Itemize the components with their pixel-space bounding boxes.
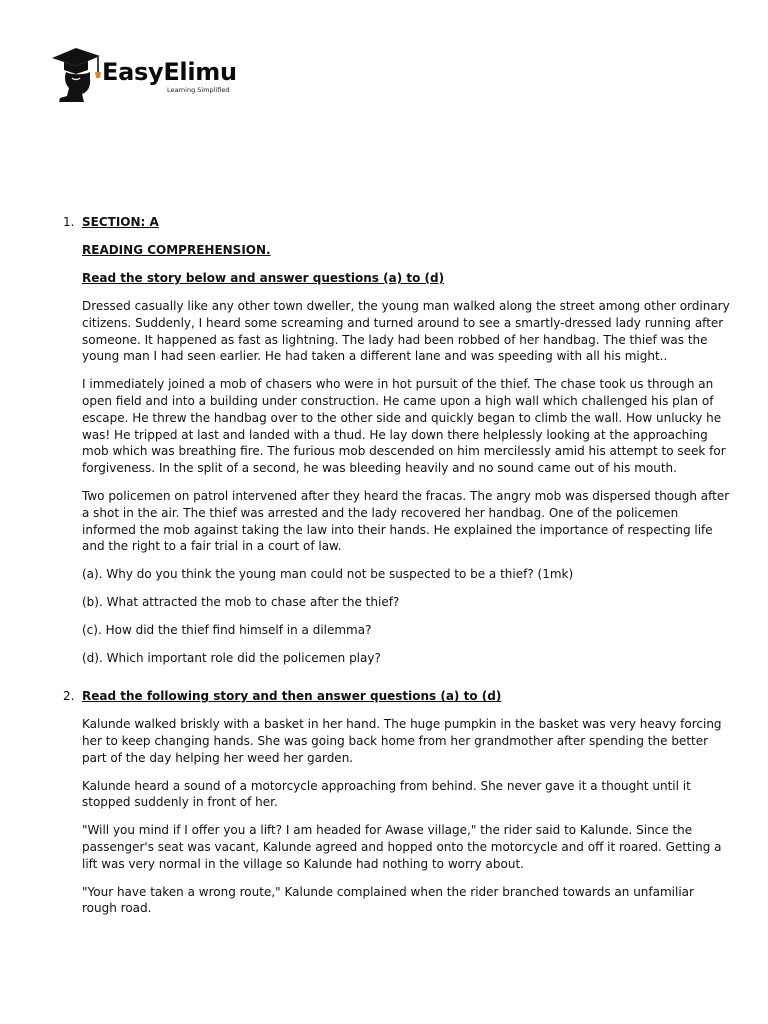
- story-paragraph: "Your have taken a wrong route," Kalunde complained when the rider branched towards an unfamiliar rough road.: [82, 884, 694, 916]
- question-item: (b). What attracted the mob to chase after the thief?: [82, 595, 400, 610]
- section-instruction: Read the following story and then answer questions (a) to (d): [82, 689, 502, 704]
- section-subtitle: READING COMPREHENSION.: [82, 243, 271, 257]
- graduation-cap-head-icon: [50, 44, 110, 102]
- question-item: (a). Why do you think the young man could not be suspected to be a thief? (1mk): [82, 567, 574, 582]
- question-item: (d). Which important role did the policemen play?: [82, 651, 381, 666]
- section-2: [63, 688, 730, 917]
- story-paragraph: Kalunde walked briskly with a basket in her hand. The huge pumpkin in the basket was very heavy forcing her to keep changing hands. She was going back home from her grandmother after spending the better part of the day helping her weed her garden.: [82, 717, 722, 765]
- story-paragraph: Kalunde heard a sound of a motorcycle approaching from behind. She never gave it a thought until it stopped suddenly in front of her.: [82, 778, 691, 810]
- question-item: (c). How did the thief find himself in a dilemma?: [82, 623, 372, 638]
- section-1: [63, 214, 730, 667]
- list-number: 2.: [63, 689, 75, 704]
- brand-tagline: Learning Simplified: [167, 86, 230, 94]
- list-number: 1.: [63, 215, 75, 229]
- easyelimu-logo: [50, 44, 250, 102]
- story-paragraph: "Will you mind if I offer you a lift? I am headed for Awase village," the rider said to Kalunde. Since the passenger's seat was vacant, Kalunde agreed and hopped onto the motorcycle and off it roared. Getting a lift was very normal in the village so Kalunde had nothing to worry about.: [82, 823, 722, 871]
- story-paragraph: Two policemen on patrol intervened after they heard the fracas. The angry mob was dispersed though after a shot in the air. The thief was arrested and the lady recovered her handbag. One of the policemen informed the mob against taking the law into their hands. He explained the importance of respecting life and the right to a fair trial in a court of law.: [82, 488, 730, 554]
- story-paragraph: Dressed casually like any other town dweller, the young man walked along the street among other ordinary citizens. Suddenly, I heard some screaming and turned around to see a smartly-dressed lady running after someone. It happened as fast as lightning. The lady had been robbed of her handbag. The thief was the young man I had seen earlier. He had taken a different lane and was speeding with all his might..: [82, 299, 730, 364]
- section-instruction: Read the story below and answer questions (a) to (d): [82, 271, 445, 285]
- brand-name: EasyElimu: [102, 58, 237, 86]
- section-title: SECTION: A: [82, 215, 159, 229]
- document-content: [63, 214, 730, 928]
- story-paragraph: I immediately joined a mob of chasers who were in hot pursuit of the thief. The chase took us through an open field and into a building under construction. He came upon a high wall which challenged his plan of escape. He threw the handbag over to the other side and quickly began to climb the wall. How unlucky he was! He tripped at last and landed with a thud. He lay down there helplessly looking at the approaching mob which was breathing fire. The furious mob descended on him mercilessly amid his attempt to seek for forgiveness. In the split of a second, he was bleeding heavily and no sound came out of his mouth.: [82, 377, 726, 476]
